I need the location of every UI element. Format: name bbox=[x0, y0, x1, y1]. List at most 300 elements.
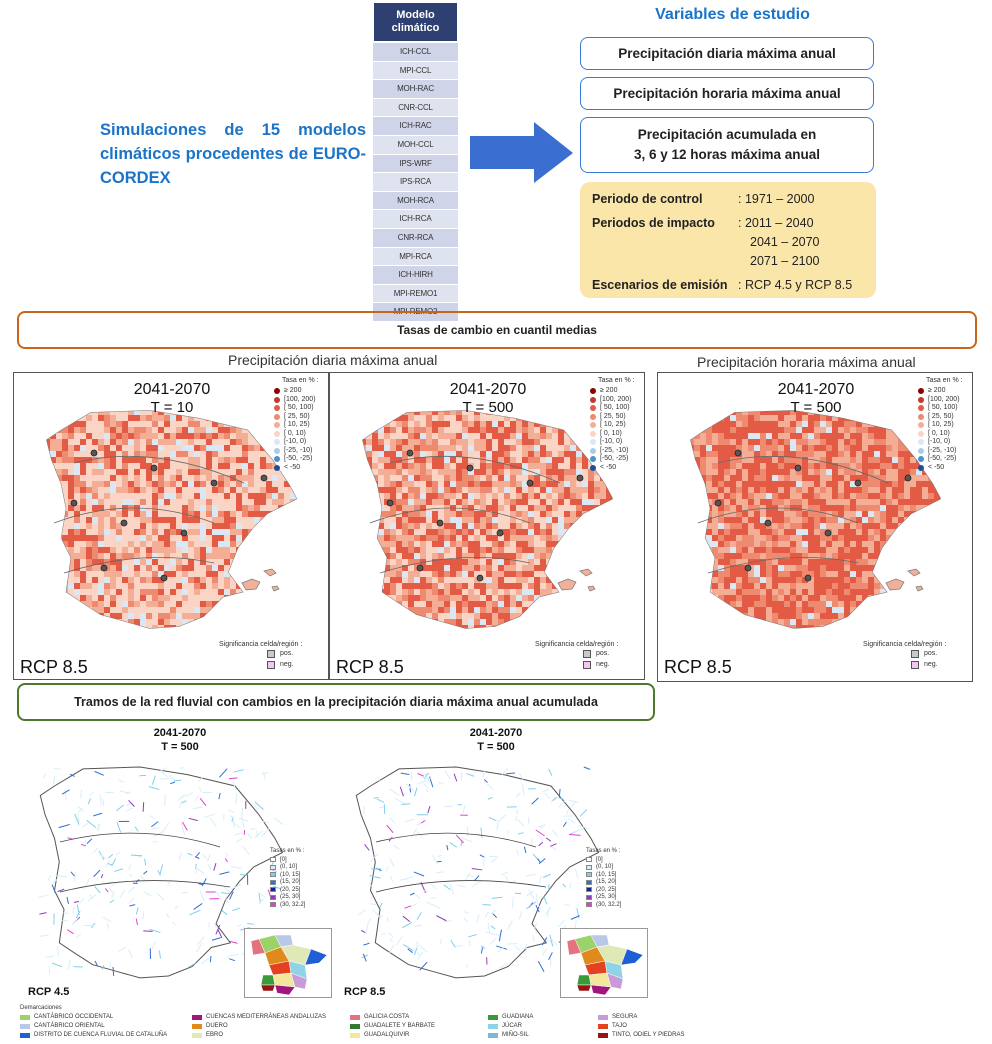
map-cell bbox=[354, 445, 360, 451]
map-cell bbox=[74, 619, 80, 625]
map-cell bbox=[110, 595, 116, 601]
map-cell bbox=[254, 403, 260, 409]
map-cell bbox=[44, 577, 50, 583]
map-cell bbox=[880, 493, 886, 499]
map-cell bbox=[104, 535, 110, 541]
map-cell bbox=[92, 553, 98, 559]
map-cell bbox=[522, 451, 528, 457]
map-cell bbox=[910, 451, 916, 457]
map-cell bbox=[516, 601, 522, 607]
map-cell bbox=[534, 619, 540, 625]
map-cell bbox=[534, 529, 540, 535]
map-cell bbox=[56, 589, 62, 595]
map-cell bbox=[212, 571, 218, 577]
map-cell bbox=[706, 463, 712, 469]
map-cell bbox=[486, 439, 492, 445]
map-cell bbox=[618, 511, 624, 517]
map-cell bbox=[378, 439, 384, 445]
map-cell bbox=[218, 511, 224, 517]
map-cell bbox=[594, 493, 600, 499]
map-cell bbox=[194, 511, 200, 517]
map-cell bbox=[206, 463, 212, 469]
map-cell bbox=[50, 439, 56, 445]
map-cell bbox=[760, 427, 766, 433]
map-cell bbox=[140, 469, 146, 475]
map-cell bbox=[898, 433, 904, 439]
map-cell bbox=[618, 589, 624, 595]
map-cell bbox=[38, 595, 44, 601]
map-cell bbox=[134, 577, 140, 583]
station-marker bbox=[91, 450, 97, 456]
map-cell bbox=[384, 457, 390, 463]
map-cell bbox=[354, 577, 360, 583]
map-cell bbox=[676, 415, 682, 421]
map-cell bbox=[432, 571, 438, 577]
map-cell bbox=[248, 619, 254, 625]
map-cell bbox=[606, 619, 612, 625]
map-cell bbox=[456, 451, 462, 457]
map-cell bbox=[224, 541, 230, 547]
map-cell bbox=[498, 445, 504, 451]
map-cell bbox=[582, 391, 588, 397]
map-cell bbox=[236, 607, 242, 613]
map-cell bbox=[354, 547, 360, 553]
map-cell bbox=[432, 445, 438, 451]
map-cell bbox=[188, 589, 194, 595]
map-cell bbox=[230, 445, 236, 451]
map-cell bbox=[748, 445, 754, 451]
map-cell bbox=[254, 493, 260, 499]
map-cell bbox=[152, 535, 158, 541]
map-cell bbox=[778, 499, 784, 505]
map-cell bbox=[528, 433, 534, 439]
map-cell bbox=[384, 559, 390, 565]
map-cell bbox=[718, 439, 724, 445]
map-cell bbox=[284, 547, 290, 553]
map-cell bbox=[378, 481, 384, 487]
map-legend-item bbox=[274, 430, 319, 439]
map-cell bbox=[378, 463, 384, 469]
map-cell bbox=[444, 421, 450, 427]
significance-title: Significancia celda/región : bbox=[535, 641, 619, 648]
map-cell bbox=[904, 409, 910, 415]
map-cell bbox=[224, 445, 230, 451]
map-cell bbox=[534, 433, 540, 439]
map-cell bbox=[414, 553, 420, 559]
map-cell bbox=[700, 511, 706, 517]
map-cell bbox=[86, 583, 92, 589]
map-cell bbox=[32, 427, 38, 433]
map-cell bbox=[712, 481, 718, 487]
map-cell bbox=[266, 493, 272, 499]
map-cell bbox=[32, 607, 38, 613]
map-cell bbox=[498, 541, 504, 547]
map-cell bbox=[582, 409, 588, 415]
map-cell bbox=[50, 409, 56, 415]
map-cell bbox=[194, 445, 200, 451]
map-cell bbox=[254, 463, 260, 469]
map-cell bbox=[212, 637, 218, 643]
map-cell bbox=[200, 451, 206, 457]
map-cell bbox=[182, 505, 188, 511]
sig-pos-row bbox=[583, 648, 618, 659]
map-cell bbox=[940, 505, 946, 511]
map-cell bbox=[552, 595, 558, 601]
map-cell bbox=[402, 541, 408, 547]
map-cell bbox=[588, 541, 594, 547]
map-cell bbox=[718, 409, 724, 415]
map-cell bbox=[450, 565, 456, 571]
map-cell bbox=[44, 547, 50, 553]
map-cell bbox=[402, 577, 408, 583]
map-cell bbox=[296, 535, 302, 541]
map-cell bbox=[808, 433, 814, 439]
map-cell bbox=[348, 439, 354, 445]
map-cell bbox=[218, 565, 224, 571]
map-cell bbox=[402, 637, 408, 643]
map-cell bbox=[682, 433, 688, 439]
map-cell bbox=[486, 583, 492, 589]
map-cell bbox=[68, 409, 74, 415]
map-cell bbox=[86, 535, 92, 541]
map-cell bbox=[206, 637, 212, 643]
map-cell bbox=[892, 493, 898, 499]
map-cell bbox=[474, 493, 480, 499]
map-cell bbox=[194, 601, 200, 607]
map-cell bbox=[80, 463, 86, 469]
map-cell bbox=[904, 397, 910, 403]
model-row: ICH-HIRH bbox=[373, 266, 458, 284]
map-cell bbox=[570, 505, 576, 511]
map-cell bbox=[910, 487, 916, 493]
map-cell bbox=[188, 619, 194, 625]
map-cell bbox=[778, 457, 784, 463]
map-cell bbox=[474, 547, 480, 553]
map-cell bbox=[516, 625, 522, 631]
map-cell bbox=[826, 463, 832, 469]
map-cell bbox=[62, 463, 68, 469]
map-cell bbox=[772, 457, 778, 463]
map-cell bbox=[354, 499, 360, 505]
map-cell bbox=[498, 421, 504, 427]
map-cell bbox=[218, 601, 224, 607]
map-cell bbox=[582, 535, 588, 541]
map-cell bbox=[230, 451, 236, 457]
map-cell bbox=[688, 403, 694, 409]
map-cell bbox=[266, 559, 272, 565]
map-cell bbox=[868, 421, 874, 427]
map-cell bbox=[68, 529, 74, 535]
map-cell bbox=[868, 427, 874, 433]
map-cell bbox=[266, 535, 272, 541]
map-cell bbox=[146, 595, 152, 601]
map-cell bbox=[540, 589, 546, 595]
map-cell bbox=[414, 571, 420, 577]
map-cell bbox=[74, 403, 80, 409]
map-cell bbox=[248, 601, 254, 607]
map-cell bbox=[230, 487, 236, 493]
map-cell bbox=[272, 595, 278, 601]
map-cell bbox=[558, 547, 564, 553]
map-cell bbox=[462, 607, 468, 613]
map-cell bbox=[146, 487, 152, 493]
model-row: ICH-RAC bbox=[373, 117, 458, 135]
map-cell bbox=[570, 427, 576, 433]
map-cell bbox=[68, 397, 74, 403]
map-cell bbox=[230, 505, 236, 511]
map-cell bbox=[564, 619, 570, 625]
map-cell bbox=[248, 481, 254, 487]
map-cell bbox=[194, 535, 200, 541]
map-cell bbox=[414, 463, 420, 469]
map-cell bbox=[242, 595, 248, 601]
map-cell bbox=[74, 547, 80, 553]
map-cell bbox=[784, 463, 790, 469]
map-cell bbox=[396, 481, 402, 487]
map-cell bbox=[158, 613, 164, 619]
map-cell bbox=[498, 451, 504, 457]
map-cell bbox=[730, 487, 736, 493]
map-cell bbox=[206, 547, 212, 553]
map-cell bbox=[354, 409, 360, 415]
map-cell bbox=[230, 535, 236, 541]
map-cell bbox=[516, 493, 522, 499]
map-cell bbox=[302, 547, 308, 553]
map-cell bbox=[528, 589, 534, 595]
map-cell bbox=[558, 553, 564, 559]
map-cell bbox=[414, 631, 420, 637]
map-cell bbox=[92, 469, 98, 475]
map-cell bbox=[492, 523, 498, 529]
map-cell bbox=[534, 439, 540, 445]
sig-pos-swatch bbox=[583, 650, 591, 658]
map-cell bbox=[378, 577, 384, 583]
map-cell bbox=[74, 451, 80, 457]
map-cell bbox=[432, 457, 438, 463]
map-cell bbox=[910, 427, 916, 433]
map-cell bbox=[188, 523, 194, 529]
map-cell bbox=[522, 535, 528, 541]
map-cell bbox=[366, 475, 372, 481]
map-cell bbox=[278, 625, 284, 631]
map-cell bbox=[122, 439, 128, 445]
map-cell bbox=[38, 517, 44, 523]
map-cell bbox=[850, 505, 856, 511]
map-cell bbox=[754, 499, 760, 505]
map-cell bbox=[522, 571, 528, 577]
map-cell bbox=[194, 589, 200, 595]
map-cell bbox=[146, 583, 152, 589]
map-cell bbox=[724, 403, 730, 409]
map-cell bbox=[44, 517, 50, 523]
map-cell bbox=[44, 565, 50, 571]
map-cell bbox=[880, 463, 886, 469]
map-cell bbox=[146, 559, 152, 565]
map-cell bbox=[724, 493, 730, 499]
map-cell bbox=[510, 607, 516, 613]
map-cell bbox=[218, 607, 224, 613]
map-cell bbox=[438, 427, 444, 433]
map-cell bbox=[498, 469, 504, 475]
map-cell bbox=[904, 433, 910, 439]
map-cell bbox=[522, 457, 528, 463]
map-cell bbox=[676, 487, 682, 493]
map-cell bbox=[456, 547, 462, 553]
map-cell bbox=[284, 577, 290, 583]
map-cell bbox=[260, 541, 266, 547]
map-cell bbox=[200, 589, 206, 595]
map-cell bbox=[396, 631, 402, 637]
map-cell bbox=[414, 499, 420, 505]
sig-neg-row bbox=[583, 659, 618, 670]
map-cell bbox=[242, 547, 248, 553]
map-cell bbox=[582, 427, 588, 433]
control-period-value: : 1971 – 2000 bbox=[738, 192, 815, 206]
map-cell bbox=[688, 451, 694, 457]
map-cell bbox=[754, 445, 760, 451]
map-cell bbox=[886, 433, 892, 439]
map-cell bbox=[50, 571, 56, 577]
map-cell bbox=[278, 541, 284, 547]
map-cell bbox=[408, 625, 414, 631]
map-cell bbox=[414, 547, 420, 553]
sig-neg-label: neg. bbox=[280, 661, 294, 668]
map-cell bbox=[116, 601, 122, 607]
map-cell bbox=[534, 583, 540, 589]
map-cell bbox=[408, 637, 414, 643]
map-cell bbox=[594, 535, 600, 541]
map-cell bbox=[426, 517, 432, 523]
map-cell bbox=[402, 433, 408, 439]
map-cell bbox=[302, 601, 308, 607]
map-cell bbox=[122, 595, 128, 601]
map-cell bbox=[140, 457, 146, 463]
map-cell bbox=[32, 523, 38, 529]
map-cell bbox=[50, 553, 56, 559]
map-cell bbox=[164, 493, 170, 499]
map-cell bbox=[564, 547, 570, 553]
map-cell bbox=[62, 565, 68, 571]
map-cell bbox=[62, 457, 68, 463]
map-cell bbox=[844, 427, 850, 433]
map-cell bbox=[462, 493, 468, 499]
map-cell bbox=[850, 421, 856, 427]
map-cell bbox=[354, 601, 360, 607]
map-cell bbox=[290, 607, 296, 613]
map-cell bbox=[188, 517, 194, 523]
map-cell bbox=[402, 613, 408, 619]
map-cell bbox=[152, 427, 158, 433]
map-cell bbox=[546, 517, 552, 523]
map-cell bbox=[480, 493, 486, 499]
map-cell bbox=[802, 493, 808, 499]
map-cell bbox=[522, 637, 528, 643]
map-cell bbox=[736, 403, 742, 409]
map-cell bbox=[50, 391, 56, 397]
variable-hourly-max: Precipitación horaria máxima anual bbox=[580, 77, 874, 110]
map-cell bbox=[278, 475, 284, 481]
map-cell bbox=[546, 535, 552, 541]
map-cell bbox=[164, 463, 170, 469]
map-cell bbox=[546, 427, 552, 433]
map-cell bbox=[278, 589, 284, 595]
map-cell bbox=[534, 547, 540, 553]
map-cell bbox=[570, 499, 576, 505]
balearic-island bbox=[272, 586, 279, 591]
map-cell bbox=[110, 505, 116, 511]
map-cell bbox=[242, 613, 248, 619]
map-cell bbox=[98, 583, 104, 589]
map-cell bbox=[772, 475, 778, 481]
map-cell bbox=[712, 415, 718, 421]
map-cell bbox=[682, 445, 688, 451]
map-cell bbox=[700, 505, 706, 511]
map-cell bbox=[290, 493, 296, 499]
station-marker bbox=[71, 500, 77, 506]
map-cell bbox=[248, 547, 254, 553]
map-cell bbox=[242, 487, 248, 493]
map-cell bbox=[146, 553, 152, 559]
map-cell bbox=[218, 475, 224, 481]
map-cell bbox=[898, 397, 904, 403]
map-cell bbox=[426, 631, 432, 637]
map-cell bbox=[552, 553, 558, 559]
map-cell bbox=[182, 469, 188, 475]
map-cell bbox=[802, 475, 808, 481]
map-cell bbox=[188, 553, 194, 559]
map-cell bbox=[224, 535, 230, 541]
map-cell bbox=[504, 607, 510, 613]
map-cell bbox=[372, 403, 378, 409]
map-cell bbox=[224, 451, 230, 457]
map-cell bbox=[224, 577, 230, 583]
map-cell bbox=[862, 475, 868, 481]
map-cell bbox=[676, 439, 682, 445]
map-cell bbox=[790, 475, 796, 481]
map-cell bbox=[366, 517, 372, 523]
map-cell bbox=[402, 511, 408, 517]
map-cell bbox=[242, 631, 248, 637]
map-cell bbox=[92, 403, 98, 409]
map-cell bbox=[74, 583, 80, 589]
map-cell bbox=[432, 463, 438, 469]
map-cell bbox=[110, 529, 116, 535]
map-cell bbox=[682, 475, 688, 481]
map-cell bbox=[390, 619, 396, 625]
map-cell bbox=[44, 613, 50, 619]
map-cell bbox=[724, 475, 730, 481]
map-cell bbox=[688, 421, 694, 427]
map-cell bbox=[444, 493, 450, 499]
map-cell bbox=[504, 583, 510, 589]
map-cell bbox=[588, 553, 594, 559]
map-cell bbox=[134, 487, 140, 493]
map-cell bbox=[802, 427, 808, 433]
map-cell bbox=[110, 499, 116, 505]
map-cell bbox=[868, 433, 874, 439]
map-cell bbox=[510, 457, 516, 463]
map-cell bbox=[552, 505, 558, 511]
map-cell bbox=[540, 553, 546, 559]
map-cell bbox=[576, 523, 582, 529]
map-cell bbox=[134, 439, 140, 445]
map-cell bbox=[354, 625, 360, 631]
map-cell bbox=[74, 391, 80, 397]
map-cell bbox=[492, 565, 498, 571]
map-cell bbox=[396, 475, 402, 481]
map-cell bbox=[372, 397, 378, 403]
map-cell bbox=[498, 493, 504, 499]
